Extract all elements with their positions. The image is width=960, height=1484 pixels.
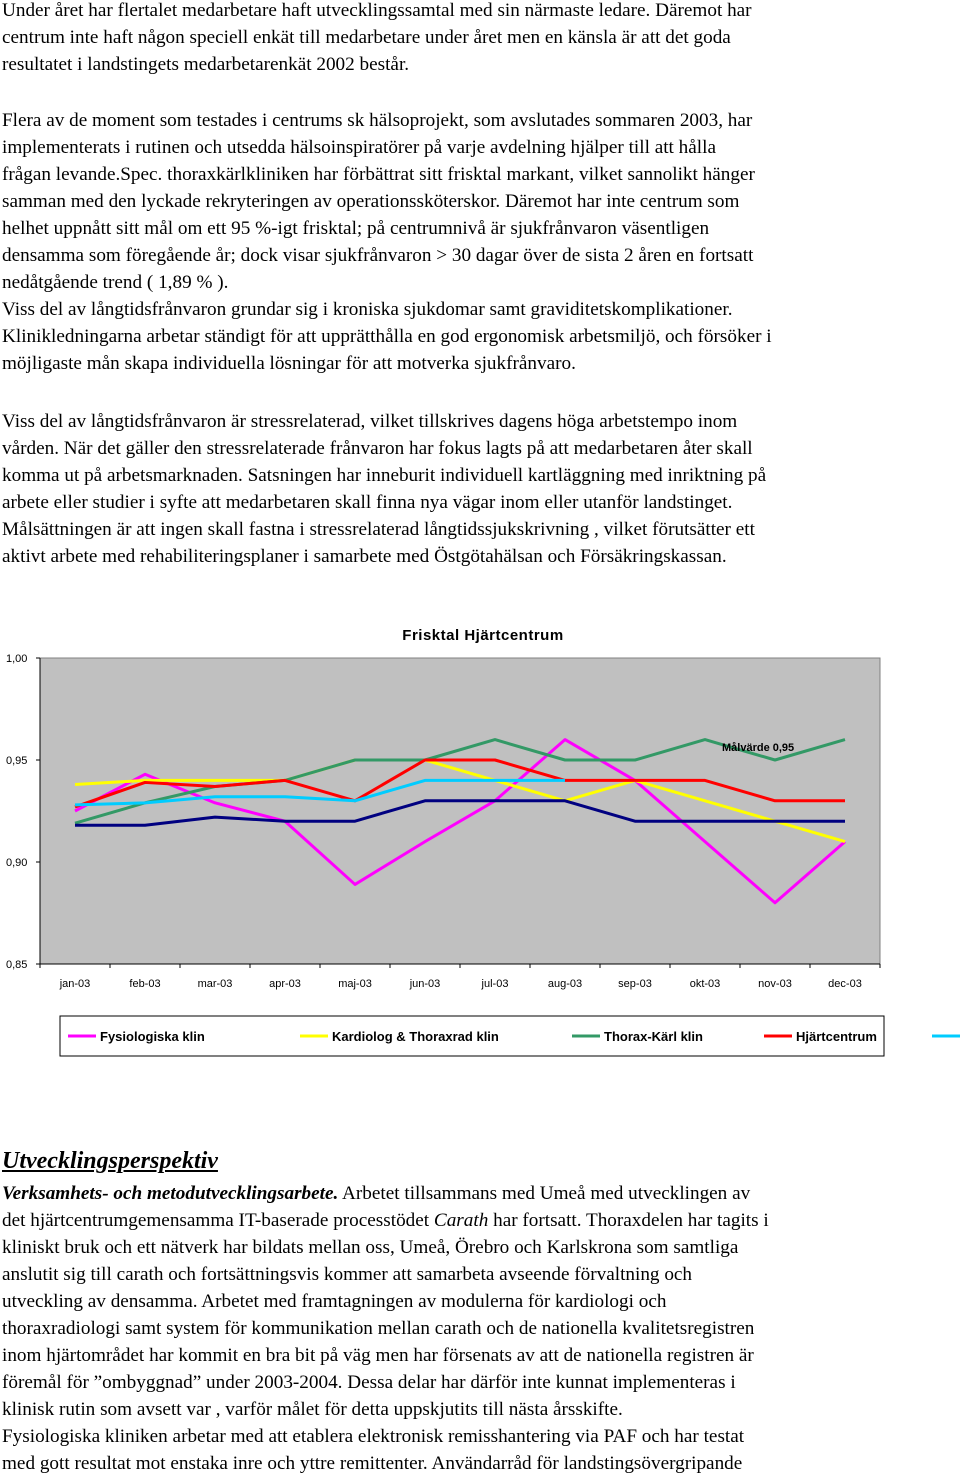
- frisktal-chart-svg: [0, 612, 960, 1072]
- frisktal-chart: [0, 612, 960, 1072]
- paragraph-line: Målsättningen är att ingen skall fastna i stressrelaterad långtidssjukskrivning , vilket förutsätter ett: [2, 519, 755, 540]
- section-heading: Utvecklingsperspektiv: [2, 1148, 218, 1174]
- development-line-2-text-a: det hjärtcentrumgemensamma IT-baserade processtödet: [2, 1210, 434, 1231]
- paragraph-line: Klinikledningarna arbetar ständigt för att upprätthålla en god ergonomisk arbetsmiljö, och försöker i: [2, 326, 772, 347]
- x-tick-label: jan-03: [59, 978, 91, 990]
- target-annotation: Målvärde 0,95: [722, 742, 795, 754]
- paragraph-line: centrum inte haft någon speciell enkät till medarbetare under året men en känsla är att det goda: [2, 27, 731, 48]
- paragraph-line: möjligaste mån skapa individuella lösningar för att motverka sjukfrånvaro.: [2, 353, 576, 374]
- development-subheading: Verksamhets- och metodutvecklingsarbete.: [2, 1183, 339, 1204]
- paragraph-line: aktivt arbete med rehabiliteringsplaner i samarbete med Östgötahälsan och Försäkringskassan.: [2, 546, 727, 567]
- legend-label: Kardiolog & Thoraxrad klin: [332, 1029, 499, 1044]
- paragraph-intro: [2, 0, 958, 78]
- paragraph-line: komma ut på arbetsmarknaden. Satsningen har inneburit individuell kartläggning med inriktning på: [2, 465, 767, 486]
- development-line: klinisk rutin som avsett var , varför målet för detta uppskjutits till nästa årsskifte.: [2, 1399, 623, 1420]
- carath-name: Carath: [433, 1210, 489, 1231]
- y-tick-label: 0,95: [6, 755, 28, 767]
- paragraph-line: resultatet i landstingets medarbetarenkät 2002 består.: [2, 54, 410, 75]
- paragraph-development: [2, 1180, 958, 1477]
- x-tick-label: maj-03: [338, 978, 372, 990]
- legend-label: Fysiologiska klin: [100, 1029, 205, 1044]
- legend-label: Thorax-Kärl klin: [604, 1029, 703, 1044]
- x-tick-label: sep-03: [618, 978, 652, 990]
- development-line-2: [2, 1207, 958, 1234]
- x-tick-label: okt-03: [689, 978, 721, 990]
- y-tick-label: 0,85: [6, 959, 28, 971]
- y-tick-label: 1,00: [6, 653, 28, 665]
- paragraph-line: helhet uppnått sitt mål om ett 95 %-igt frisktal; på centrumnivå är sjukfrånvaron väsentligen: [2, 218, 710, 239]
- development-line: kliniskt bruk och ett nätverk har bildats mellan oss, Umeå, Örebro och Karlskrona som samtliga: [2, 1237, 739, 1258]
- x-tick-label: feb-03: [129, 978, 161, 990]
- development-line: Fysiologiska kliniken arbetar med att etablera elektronisk remisshantering via PAF och har testat: [2, 1426, 745, 1447]
- development-line-2-text-b: har fortsatt. Thoraxdelen har tagits i: [488, 1210, 769, 1231]
- paragraph-line: Flera av de moment som testades i centrums sk hälsoprojekt, som avslutades sommaren 2003, har: [2, 110, 753, 131]
- development-line: med gott resultat mot enstaka inre och yttre remittenter. Användarråd för landstingsövergripande: [2, 1453, 743, 1474]
- paragraph-line: Viss del av långtidsfrånvaron grundar sig i kroniska sjukdomar samt graviditetskomplikationer.: [2, 299, 733, 320]
- x-tick-label: mar-03: [197, 978, 233, 990]
- x-tick-label: nov-03: [758, 978, 792, 990]
- paragraph-line: frågan levande.Spec. thoraxkärlkliniken har förbättrat sitt frisktal markant, vilket sannolikt hänger: [2, 164, 755, 185]
- plot-area: [40, 658, 880, 964]
- x-tick-label: jun-03: [409, 978, 441, 990]
- x-tick-label: aug-03: [547, 978, 583, 990]
- development-line: inom hjärtområdet har kommit en bra bit på väg men har försenats av att de nationella registren är: [2, 1345, 754, 1366]
- paragraph-line: arbete eller studier i syfte att medarbetaren skall finna nya vägar inom eller utanför landstinget.: [2, 492, 733, 513]
- paragraph-line: samman med den lyckade rekryteringen av operationssköterskor. Däremot har inte centrum som: [2, 191, 740, 212]
- paragraph-line: nedåtgående trend ( 1,89 % ).: [2, 272, 229, 293]
- paragraph-health-project: [2, 107, 958, 377]
- x-tick-label: apr-03: [269, 978, 301, 990]
- paragraph-stress-absence: [2, 408, 958, 570]
- development-line: utveckling av densamma. Arbetet med framtagningen av modulerna för kardiologi och: [2, 1291, 667, 1312]
- chart-title: Frisktal Hjärtcentrum: [402, 627, 564, 644]
- legend-label: Hjärtcentrum: [796, 1029, 877, 1044]
- paragraph-line: vården. När det gäller den stressrelaterade frånvaron har fokus lagts på att medarbetaren åter skall: [2, 438, 753, 459]
- y-tick-label: 0,90: [6, 857, 28, 869]
- development-rest-lines: [2, 1234, 958, 1477]
- development-line-1-text: Arbetet tillsammans med Umeå med utvecklingen av: [338, 1183, 751, 1204]
- paragraph-line: implementerats i rutinen och utsedda hälsoinspiratörer på varje avdelning hjälper till att hålla: [2, 137, 716, 158]
- development-line-1: [2, 1180, 958, 1207]
- x-tick-label: dec-03: [828, 978, 862, 990]
- development-line: thoraxradiologi samt system för kommunikation mellan carath och de nationella kvalitetsregistren: [2, 1318, 755, 1339]
- paragraph-line: Under året har flertalet medarbetare haft utvecklingssamtal med sin närmaste ledare. Däremot har: [2, 0, 752, 21]
- development-line: föremål för ”ombyggnad” under 2003-2004. Dessa delar har därför inte kunnat implementeras i: [2, 1372, 736, 1393]
- development-line: anslutit sig till carath och fortsättningsvis kommer att samarbeta avseende förvaltning och: [2, 1264, 693, 1285]
- paragraph-line: Viss del av långtidsfrånvaron är stressrelaterad, vilket tillskrives dagens höga arbetstempo inom: [2, 411, 738, 432]
- paragraph-line: densamma som föregående år; dock visar sjukfrånvaron > 30 dagar över de sista 2 åren en fortsatt: [2, 245, 754, 266]
- x-tick-label: jul-03: [481, 978, 509, 990]
